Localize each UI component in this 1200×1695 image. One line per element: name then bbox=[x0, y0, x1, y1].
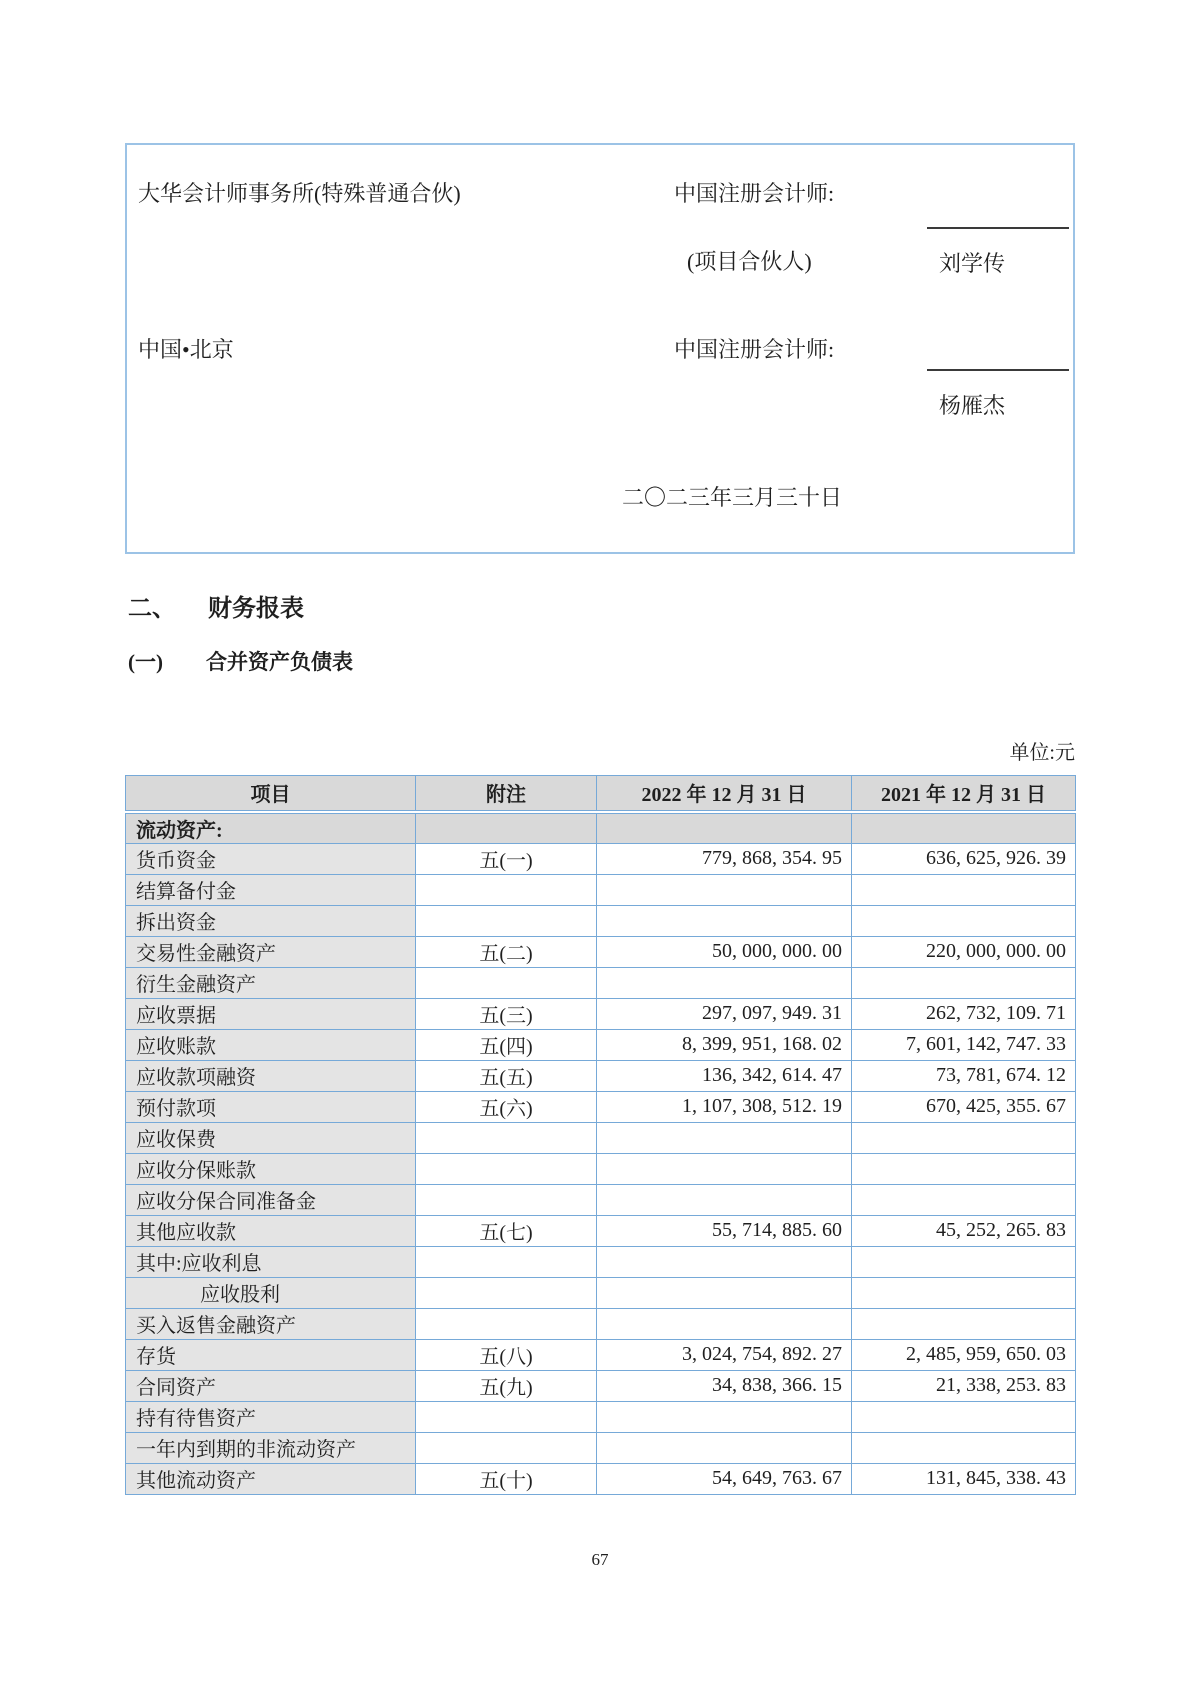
note-cell: 五(八) bbox=[416, 1339, 597, 1370]
note-cell bbox=[416, 1184, 597, 1215]
item-cell: 其他应收款 bbox=[126, 1215, 416, 1246]
section-row bbox=[126, 812, 1076, 844]
table-row bbox=[126, 874, 1076, 905]
table-row bbox=[126, 905, 1076, 936]
note-cell bbox=[416, 1246, 597, 1277]
value-2022-cell bbox=[597, 1153, 852, 1184]
item-cell: 合同资产 bbox=[126, 1370, 416, 1401]
subsection-number: (一) bbox=[128, 650, 163, 674]
signature-line-2 bbox=[927, 369, 1069, 371]
value-2021-cell bbox=[852, 812, 1076, 844]
section-heading bbox=[128, 588, 304, 623]
note-cell bbox=[416, 1122, 597, 1153]
cpa-name-1: 刘学传 bbox=[939, 251, 1006, 276]
value-2021-cell: 636, 625, 926. 39 bbox=[852, 843, 1076, 874]
cpa-label-2: 中国注册会计师: bbox=[674, 337, 835, 362]
report-date: 二〇二三年三月三十日 bbox=[622, 485, 843, 510]
header-note: 附注 bbox=[416, 776, 597, 812]
item-cell: 结算备付金 bbox=[126, 874, 416, 905]
value-2021-cell bbox=[852, 1277, 1076, 1308]
table-row bbox=[126, 1091, 1076, 1122]
note-cell bbox=[416, 812, 597, 844]
note-cell bbox=[416, 1308, 597, 1339]
cpa-role-1: (项目合伙人) bbox=[687, 249, 812, 274]
value-2021-cell: 73, 781, 674. 12 bbox=[852, 1060, 1076, 1091]
item-cell: 拆出资金 bbox=[126, 905, 416, 936]
item-cell: 一年内到期的非流动资产 bbox=[126, 1432, 416, 1463]
value-2021-cell bbox=[852, 1401, 1076, 1432]
item-cell: 应收分保合同准备金 bbox=[126, 1184, 416, 1215]
value-2021-cell: 262, 732, 109. 71 bbox=[852, 998, 1076, 1029]
table-row bbox=[126, 967, 1076, 998]
value-2022-cell bbox=[597, 967, 852, 998]
note-cell bbox=[416, 1432, 597, 1463]
note-cell bbox=[416, 1153, 597, 1184]
cpa-name-2: 杨雁杰 bbox=[939, 393, 1006, 418]
value-2022-cell bbox=[597, 905, 852, 936]
cpa-label-1: 中国注册会计师: bbox=[674, 181, 835, 206]
item-cell: 其他流动资产 bbox=[126, 1463, 416, 1494]
item-cell: 货币资金 bbox=[126, 843, 416, 874]
note-cell bbox=[416, 1401, 597, 1432]
table-row bbox=[126, 1463, 1076, 1494]
value-2022-cell: 779, 868, 354. 95 bbox=[597, 843, 852, 874]
table-row bbox=[126, 1029, 1076, 1060]
item-cell: 买入返售金融资产 bbox=[126, 1308, 416, 1339]
item-cell: 存货 bbox=[126, 1339, 416, 1370]
note-cell: 五(二) bbox=[416, 936, 597, 967]
value-2022-cell bbox=[597, 1432, 852, 1463]
subsection-heading bbox=[128, 646, 353, 676]
note-cell bbox=[416, 905, 597, 936]
note-cell: 五(九) bbox=[416, 1370, 597, 1401]
value-2021-cell bbox=[852, 967, 1076, 998]
item-cell: 持有待售资产 bbox=[126, 1401, 416, 1432]
value-2021-cell: 2, 485, 959, 650. 03 bbox=[852, 1339, 1076, 1370]
value-2022-cell bbox=[597, 812, 852, 844]
value-2021-cell bbox=[852, 1246, 1076, 1277]
note-cell: 五(六) bbox=[416, 1091, 597, 1122]
unit-label: 单位:元 bbox=[1009, 742, 1075, 764]
value-2022-cell bbox=[597, 1122, 852, 1153]
item-cell: 交易性金融资产 bbox=[126, 936, 416, 967]
balance-sheet-body bbox=[126, 812, 1076, 1495]
item-cell: 应收票据 bbox=[126, 998, 416, 1029]
value-2021-cell: 21, 338, 253. 83 bbox=[852, 1370, 1076, 1401]
value-2021-cell bbox=[852, 905, 1076, 936]
table-row bbox=[126, 1153, 1076, 1184]
value-2021-cell bbox=[852, 1432, 1076, 1463]
note-cell bbox=[416, 874, 597, 905]
note-cell: 五(一) bbox=[416, 843, 597, 874]
item-cell: 衍生金融资产 bbox=[126, 967, 416, 998]
header-2022: 2022 年 12 月 31 日 bbox=[597, 776, 852, 812]
note-cell: 五(四) bbox=[416, 1029, 597, 1060]
value-2022-cell: 54, 649, 763. 67 bbox=[597, 1463, 852, 1494]
value-2021-cell: 131, 845, 338. 43 bbox=[852, 1463, 1076, 1494]
header-2021: 2021 年 12 月 31 日 bbox=[852, 776, 1076, 812]
table-row bbox=[126, 998, 1076, 1029]
value-2022-cell: 34, 838, 366. 15 bbox=[597, 1370, 852, 1401]
table-row bbox=[126, 1308, 1076, 1339]
value-2022-cell: 8, 399, 951, 168. 02 bbox=[597, 1029, 852, 1060]
value-2021-cell: 220, 000, 000. 00 bbox=[852, 936, 1076, 967]
item-cell: 应收账款 bbox=[126, 1029, 416, 1060]
value-2021-cell: 670, 425, 355. 67 bbox=[852, 1091, 1076, 1122]
table-row bbox=[126, 936, 1076, 967]
subsection-title: 合并资产负债表 bbox=[206, 650, 353, 674]
value-2021-cell bbox=[852, 1122, 1076, 1153]
note-cell bbox=[416, 1277, 597, 1308]
note-cell: 五(十) bbox=[416, 1463, 597, 1494]
value-2022-cell: 50, 000, 000. 00 bbox=[597, 936, 852, 967]
table-row bbox=[126, 843, 1076, 874]
section-title: 财务报表 bbox=[208, 596, 304, 622]
value-2022-cell: 55, 714, 885. 60 bbox=[597, 1215, 852, 1246]
value-2022-cell bbox=[597, 874, 852, 905]
value-2022-cell: 136, 342, 614. 47 bbox=[597, 1060, 852, 1091]
table-row bbox=[126, 1370, 1076, 1401]
table-row bbox=[126, 1184, 1076, 1215]
value-2022-cell bbox=[597, 1184, 852, 1215]
table-row bbox=[126, 1432, 1076, 1463]
header-item: 项目 bbox=[126, 776, 416, 812]
section-number: 二、 bbox=[128, 596, 176, 622]
table-row bbox=[126, 1060, 1076, 1091]
value-2022-cell: 1, 107, 308, 512. 19 bbox=[597, 1091, 852, 1122]
item-cell: 流动资产: bbox=[126, 812, 416, 844]
item-cell: 预付款项 bbox=[126, 1091, 416, 1122]
value-2022-cell bbox=[597, 1401, 852, 1432]
note-cell bbox=[416, 967, 597, 998]
value-2022-cell: 3, 024, 754, 892. 27 bbox=[597, 1339, 852, 1370]
item-cell: 应收保费 bbox=[126, 1122, 416, 1153]
note-cell: 五(三) bbox=[416, 998, 597, 1029]
item-cell: 其中:应收利息 bbox=[126, 1246, 416, 1277]
table-row bbox=[126, 1215, 1076, 1246]
item-cell: 应收款项融资 bbox=[126, 1060, 416, 1091]
value-2022-cell bbox=[597, 1246, 852, 1277]
balance-sheet-table bbox=[125, 775, 1076, 1495]
page-number: 67 bbox=[591, 1550, 609, 1569]
firm-location: 中国•北京 bbox=[138, 337, 234, 362]
note-cell: 五(五) bbox=[416, 1060, 597, 1091]
table-row bbox=[126, 1401, 1076, 1432]
value-2022-cell bbox=[597, 1277, 852, 1308]
table-row bbox=[126, 1339, 1076, 1370]
value-2022-cell: 297, 097, 949. 31 bbox=[597, 998, 852, 1029]
value-2021-cell: 7, 601, 142, 747. 33 bbox=[852, 1029, 1076, 1060]
note-cell: 五(七) bbox=[416, 1215, 597, 1246]
table-row bbox=[126, 1277, 1076, 1308]
value-2021-cell bbox=[852, 1308, 1076, 1339]
item-cell: 应收分保账款 bbox=[126, 1153, 416, 1184]
table-row bbox=[126, 1122, 1076, 1153]
table-header-row bbox=[126, 776, 1076, 812]
value-2021-cell: 45, 252, 265. 83 bbox=[852, 1215, 1076, 1246]
value-2022-cell bbox=[597, 1308, 852, 1339]
value-2021-cell bbox=[852, 874, 1076, 905]
table-row bbox=[126, 1246, 1076, 1277]
audit-firm-name: 大华会计师事务所(特殊普通合伙) bbox=[138, 181, 461, 206]
item-cell: 应收股利 bbox=[126, 1277, 416, 1308]
signature-line-1 bbox=[927, 227, 1069, 229]
signature-box bbox=[125, 143, 1075, 554]
value-2021-cell bbox=[852, 1184, 1076, 1215]
value-2021-cell bbox=[852, 1153, 1076, 1184]
